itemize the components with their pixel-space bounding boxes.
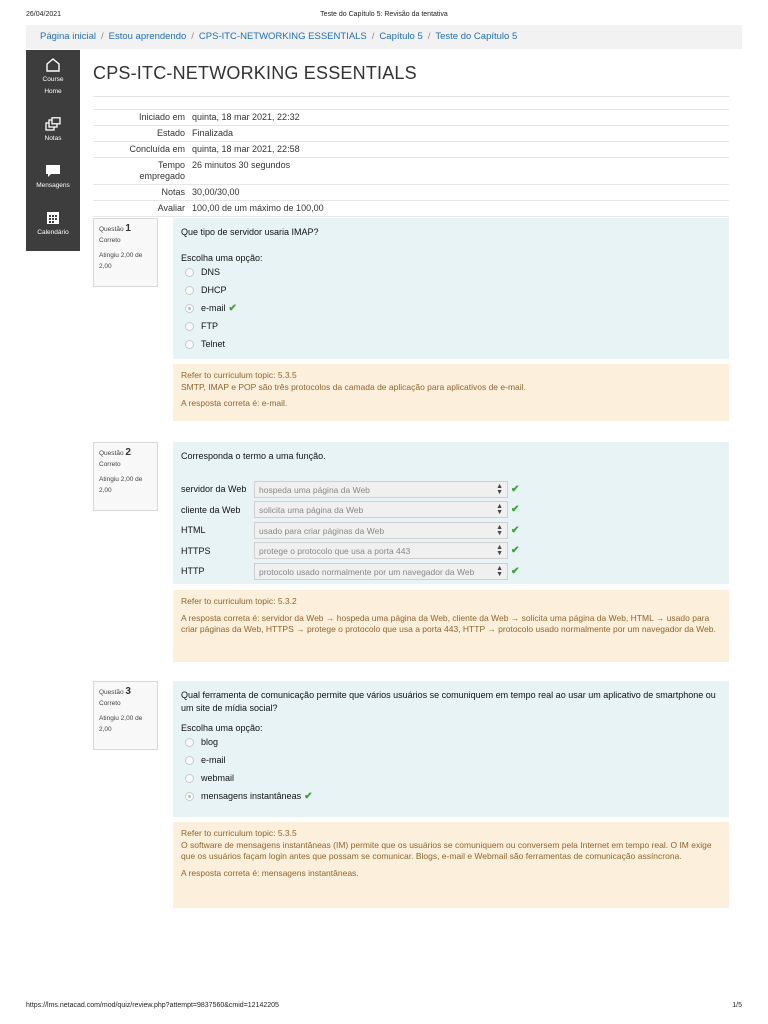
radio-button-selected[interactable] <box>185 792 194 801</box>
breadcrumb-separator: / <box>191 31 194 42</box>
sidebar-item-label: Course <box>42 76 64 83</box>
match-selected-value: usado para criar páginas da Web <box>259 525 385 536</box>
question-box <box>173 218 729 359</box>
sidebar <box>26 50 80 251</box>
question-grade: Atingiu 2,00 de <box>99 476 143 483</box>
check-icon: ✔ <box>511 545 520 557</box>
print-page-number: 1/5 <box>732 1002 742 1009</box>
match-select[interactable] <box>254 563 508 580</box>
calendar-icon <box>45 211 61 225</box>
feedback-topic: Refer to curriculum topic: 5.3.5 <box>181 828 297 838</box>
match-term: HTTPS <box>181 545 211 556</box>
answer-option[interactable] <box>181 769 721 787</box>
match-term: HTTP <box>181 566 205 577</box>
question-number: 3 <box>125 686 131 697</box>
summary-label: Notas <box>93 185 188 201</box>
match-select[interactable] <box>254 542 508 559</box>
sidebar-item-label: Mensagens <box>36 182 70 189</box>
question-grade: Atingiu 2,00 de <box>99 252 143 259</box>
answer-option[interactable] <box>181 281 721 299</box>
match-selected-value: hospeda uma página da Web <box>259 484 370 495</box>
match-select[interactable] <box>254 481 508 498</box>
question-prompt: Escolha uma opção: <box>181 253 263 263</box>
radio-button[interactable] <box>185 322 194 331</box>
breadcrumb-home[interactable]: Página inicial <box>40 31 96 42</box>
match-term: servidor da Web <box>181 484 247 495</box>
select-arrows-icon: ▲ ▼ <box>496 503 503 517</box>
question-label: Questão <box>99 689 124 696</box>
breadcrumb-learning[interactable]: Estou aprendendo <box>108 31 187 42</box>
answer-option[interactable] <box>181 751 721 769</box>
question-info <box>93 442 158 511</box>
summary-row <box>93 201 729 217</box>
sidebar-item-grades[interactable] <box>26 117 80 145</box>
match-term: cliente da Web <box>181 504 241 515</box>
option-label: e-mail <box>201 755 226 765</box>
summary-label <box>93 158 188 185</box>
breadcrumb-quiz[interactable]: Teste do Capítulo 5 <box>435 31 518 42</box>
question-label: Questão <box>99 450 124 457</box>
select-arrows-icon: ▲ ▼ <box>496 544 503 558</box>
question-info <box>93 218 158 287</box>
select-arrows-icon: ▲ ▼ <box>496 523 503 537</box>
answer-option[interactable] <box>181 263 721 281</box>
question-text: Que tipo de servidor usaria IMAP? <box>181 227 319 237</box>
question-text: Corresponda o termo a uma função. <box>181 451 326 461</box>
title-divider <box>93 96 729 97</box>
question-box <box>173 442 729 584</box>
summary-row <box>93 185 729 201</box>
summary-value: quinta, 18 mar 2021, 22:58 <box>188 142 729 158</box>
select-arrows-icon: ▲ ▼ <box>496 482 503 496</box>
select-arrows-icon: ▲ ▼ <box>496 564 503 578</box>
attempt-summary-table <box>93 109 729 217</box>
summary-value: 30,00/30,00 <box>188 185 729 201</box>
match-selected-value: solicita uma página da Web <box>259 505 364 516</box>
match-row <box>181 479 721 500</box>
answer-option[interactable] <box>181 787 721 805</box>
feedback-box <box>173 590 729 662</box>
check-icon: ✔ <box>304 790 313 802</box>
summary-row <box>93 142 729 158</box>
feedback-text: SMTP, IMAP e POP são três protocolos da camada de aplicação para aplicativos de e-mail. <box>181 381 526 392</box>
check-icon: ✔ <box>511 504 520 516</box>
home-icon <box>45 58 61 72</box>
option-label: webmail <box>201 773 235 783</box>
summary-label: Avaliar <box>93 201 188 217</box>
grades-icon <box>45 117 61 131</box>
sidebar-item-label: Notas <box>44 135 62 142</box>
option-label: e-mail <box>201 303 226 313</box>
match-term: HTML <box>181 525 206 536</box>
question-prompt: Escolha uma opção: <box>181 723 263 733</box>
radio-button-selected[interactable] <box>185 304 194 313</box>
sidebar-item-calendar[interactable] <box>26 211 80 239</box>
breadcrumb-chapter[interactable]: Capítulo 5 <box>379 31 423 42</box>
sidebar-item-label: Calendário <box>37 229 69 236</box>
answer-option[interactable] <box>181 299 721 317</box>
answer-option[interactable] <box>181 335 721 353</box>
summary-label-line: Tempo <box>157 160 185 170</box>
sidebar-item-label: Home <box>44 88 62 95</box>
option-label: Telnet <box>201 339 226 349</box>
question-status: Correto <box>99 237 121 244</box>
breadcrumb-separator: / <box>371 31 375 42</box>
summary-label: Concluída em <box>93 142 188 158</box>
question-number: 2 <box>125 447 131 458</box>
print-url: https://lms.netacad.com/mod/quiz/review.php?attempt=9837560&cmid=12142205 <box>26 1002 279 1009</box>
question-number: 1 <box>125 223 131 234</box>
page-title: CPS-ITC-NETWORKING ESSENTIALS <box>93 63 417 83</box>
question-grade: 2,00 <box>99 487 112 494</box>
breadcrumb-separator: / <box>427 31 431 42</box>
feedback-box <box>173 364 729 421</box>
feedback-box <box>173 822 729 908</box>
breadcrumb-course[interactable]: CPS-ITC-NETWORKING ESSENTIALS <box>198 31 367 42</box>
summary-value: 100,00 de um máximo de 100,00 <box>188 201 729 217</box>
match-select[interactable] <box>254 501 508 518</box>
summary-label-line: empregado <box>139 171 185 181</box>
option-label: blog <box>201 737 219 747</box>
match-row <box>181 561 721 582</box>
radio-button[interactable] <box>185 268 194 277</box>
summary-label: Iniciado em <box>93 110 188 126</box>
summary-value: 26 minutos 30 segundos <box>188 158 729 185</box>
breadcrumb <box>26 25 742 49</box>
match-selected-value: protocolo usado normalmente por um navegador da Web <box>259 566 475 577</box>
radio-button[interactable] <box>185 340 194 349</box>
question-grade: 2,00 <box>99 726 112 733</box>
question-info <box>93 681 158 750</box>
correct-answer: A resposta correta é: mensagens instantâneas. <box>181 867 359 878</box>
feedback-topic: Refer to curriculum topic: 5.3.2 <box>181 596 297 606</box>
match-row <box>181 520 721 541</box>
option-label: mensagens instantâneas <box>201 791 302 801</box>
feedback-topic: Refer to curriculum topic: 5.3.5 <box>181 370 297 380</box>
check-icon: ✔ <box>511 483 520 495</box>
question-box <box>173 681 729 817</box>
summary-row <box>93 158 729 185</box>
summary-value: Finalizada <box>188 126 729 142</box>
summary-row <box>93 126 729 142</box>
sidebar-item-course-home[interactable] <box>26 58 80 98</box>
radio-button[interactable] <box>185 738 194 747</box>
print-title: Teste do Capítulo 5: Revisão da tentativa <box>320 11 448 18</box>
match-select[interactable] <box>254 522 508 539</box>
print-date: 26/04/2021 <box>26 11 62 18</box>
match-row <box>181 541 721 562</box>
correct-answer: A resposta correta é: e-mail. <box>181 398 288 408</box>
answer-option[interactable] <box>181 733 721 751</box>
feedback-text: O software de mensagens instantâneas (IM) permite que os usuários se comuniquem ou conversem pela Internet em tempo real. O IM exige que os usuários façam login antes que possam se comunicar. Blogs, e-mail e Webmail são ferramentas de comunicação assíncrona. <box>181 839 712 861</box>
breadcrumb-separator: / <box>100 31 104 42</box>
check-icon: ✔ <box>511 565 520 577</box>
question-text: Qual ferramenta de comunicação permite que vários usuários se comuniquem em tempo real ao usar um aplicativo de smartphone ou um site de mídia social? <box>181 690 716 713</box>
answer-option[interactable] <box>181 317 721 335</box>
option-label: FTP <box>201 321 218 331</box>
summary-label: Estado <box>93 126 188 142</box>
check-icon: ✔ <box>511 524 520 536</box>
question-label: Questão <box>99 226 124 233</box>
match-selected-value: protege o protocolo que usa a porta 443 <box>259 546 411 557</box>
summary-value: quinta, 18 mar 2021, 22:32 <box>188 110 729 126</box>
radio-button[interactable] <box>185 774 194 783</box>
chat-icon <box>45 164 61 178</box>
radio-button[interactable] <box>185 286 194 295</box>
radio-button[interactable] <box>185 756 194 765</box>
question-status: Correto <box>99 461 121 468</box>
sidebar-item-messages[interactable] <box>26 164 80 192</box>
question-grade: Atingiu 2,00 de <box>99 715 143 722</box>
match-row <box>181 500 721 521</box>
summary-row <box>93 110 729 126</box>
option-label: DNS <box>201 267 221 277</box>
question-grade: 2,00 <box>99 263 112 270</box>
option-label: DHCP <box>201 285 227 295</box>
check-icon: ✔ <box>228 302 237 314</box>
question-status: Correto <box>99 700 121 707</box>
correct-answer: A resposta correta é: servidor da Web → hospeda uma página da Web, cliente da Web → solicita uma página da Web, HTML → usado para criar páginas da Web, HTTPS → protege o protocolo que usa a porta 443, HTTP → protocolo usado normalmente por um navegador da Web. <box>181 612 716 634</box>
